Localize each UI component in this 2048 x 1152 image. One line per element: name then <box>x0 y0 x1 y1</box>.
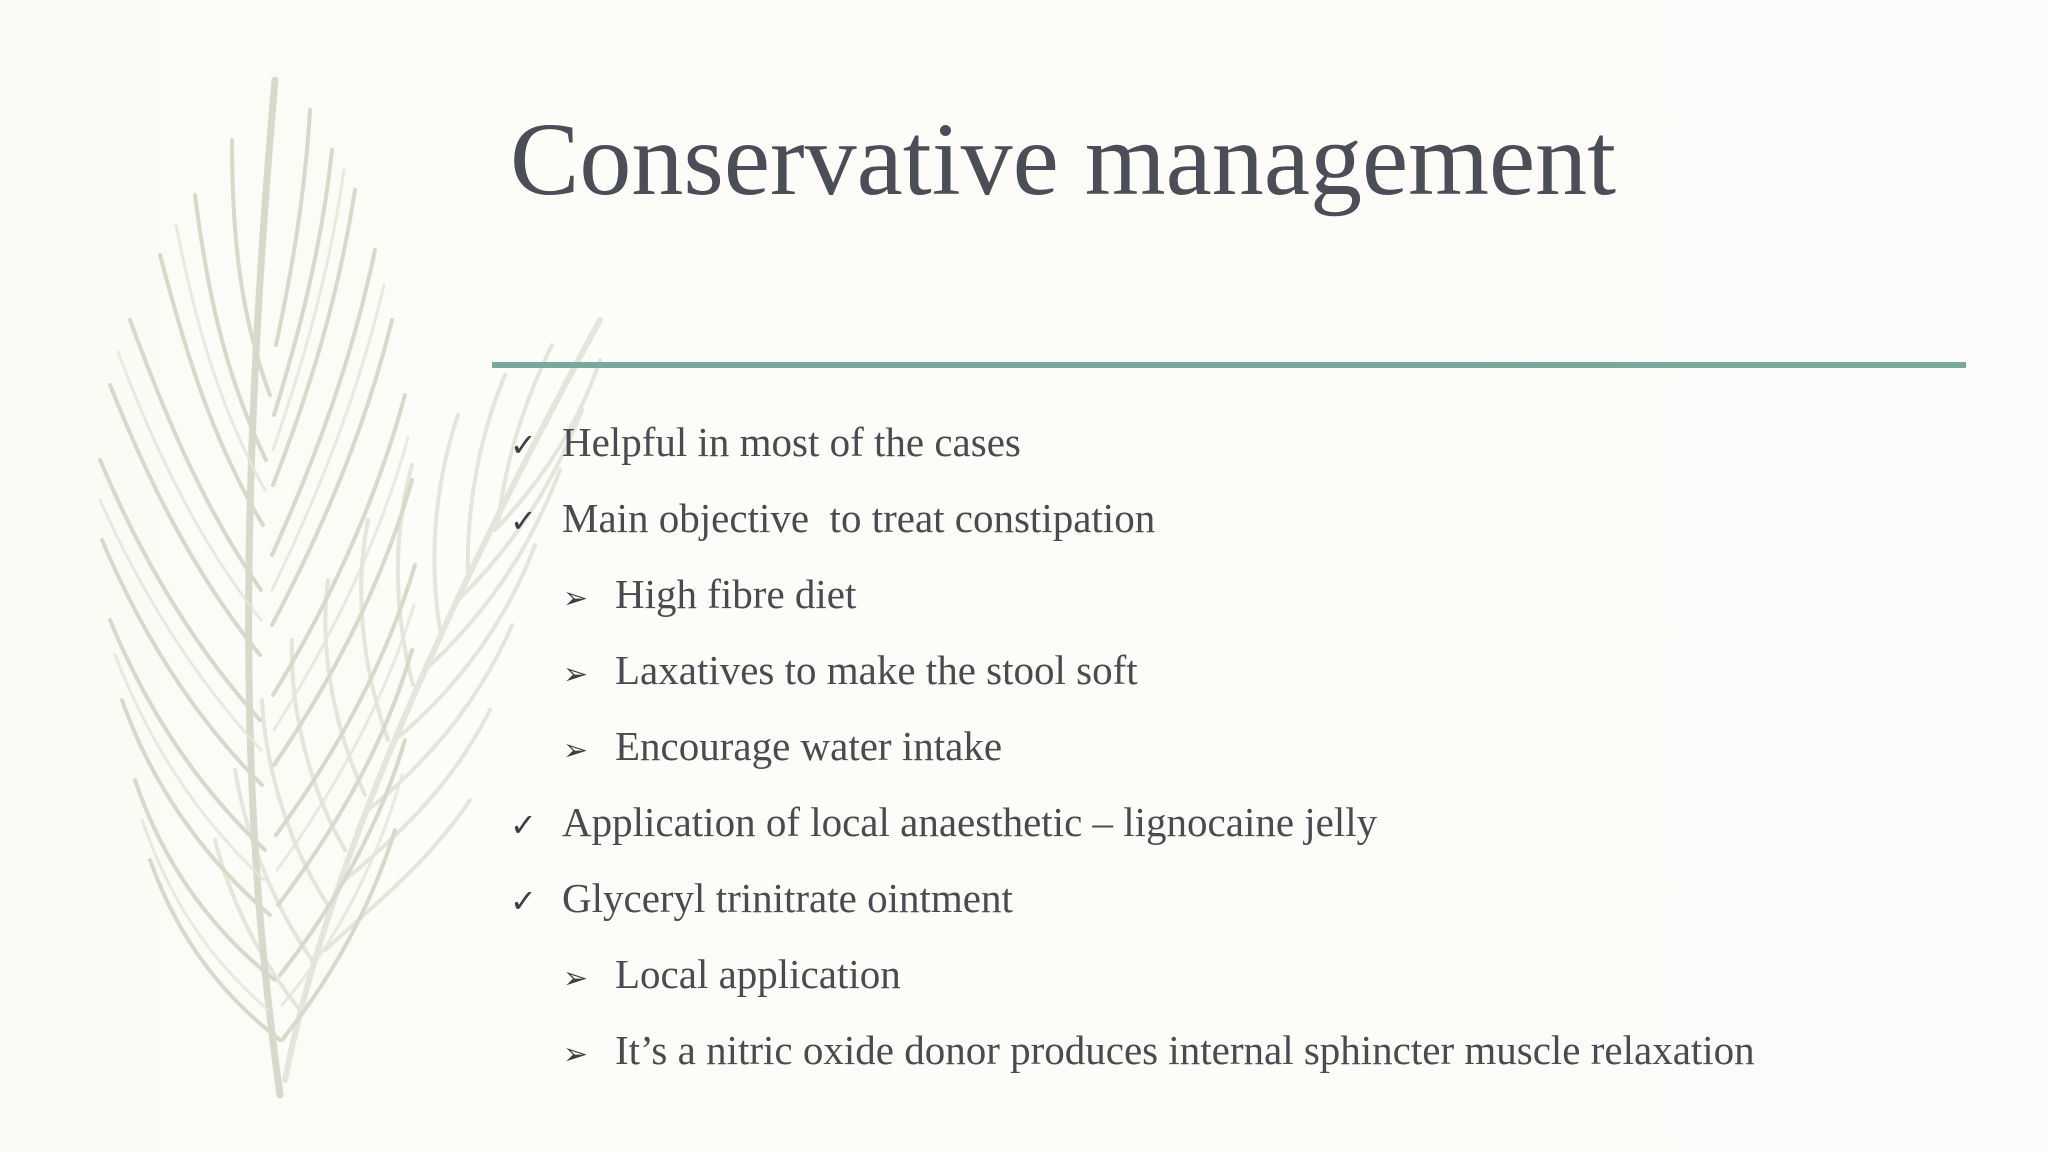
sub-bullet-item <box>510 950 1755 1026</box>
bullet-text: Main objective to treat constipation <box>562 495 1156 541</box>
bullet-item <box>510 418 1755 494</box>
bullet-item <box>510 798 1755 874</box>
slide-title: Conservative management <box>510 102 1617 217</box>
title-divider <box>492 362 1966 368</box>
sub-bullet-item <box>510 646 1755 722</box>
arrow-icon: ➢ <box>563 581 589 616</box>
arrow-icon: ➢ <box>563 1037 589 1072</box>
check-icon: ✓ <box>510 426 537 464</box>
bullet-text: Encourage water intake <box>615 723 1003 769</box>
bullet-text: Helpful in most of the cases <box>562 419 1021 465</box>
bullet-text: Local application <box>615 951 901 997</box>
bullet-text: It’s a nitric oxide donor produces internal sphincter muscle relaxation <box>615 1027 1755 1073</box>
check-icon: ✓ <box>510 882 537 920</box>
check-icon: ✓ <box>510 502 537 540</box>
check-icon: ✓ <box>510 806 537 844</box>
bullet-text: High fibre diet <box>615 571 857 617</box>
arrow-icon: ➢ <box>563 657 589 692</box>
arrow-icon: ➢ <box>563 733 589 768</box>
sub-bullet-item <box>510 722 1755 798</box>
sub-bullet-item <box>510 1026 1755 1102</box>
arrow-icon: ➢ <box>563 961 589 996</box>
bullet-text: Glyceryl trinitrate ointment <box>562 875 1013 921</box>
bullet-item <box>510 494 1755 570</box>
bullet-text: Laxatives to make the stool soft <box>615 647 1138 693</box>
bullet-list <box>510 418 1755 1102</box>
sub-bullet-item <box>510 570 1755 646</box>
bullet-text: Application of local anaesthetic – lignocaine jelly <box>562 799 1378 845</box>
bullet-item <box>510 874 1755 950</box>
